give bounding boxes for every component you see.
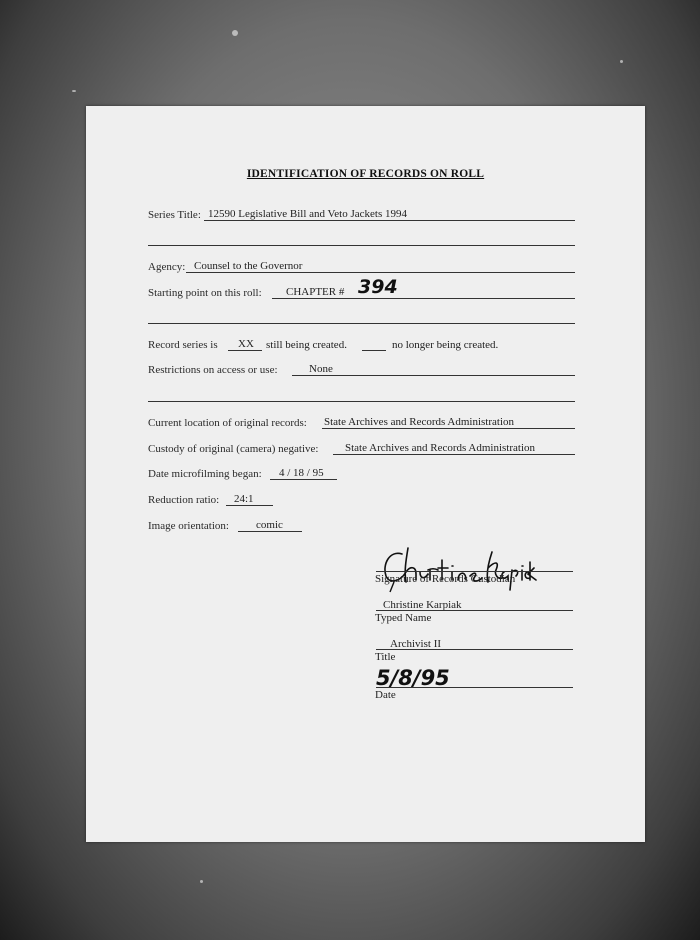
starting-point-value: CHAPTER # [286, 286, 345, 298]
agency-value: Counsel to the Governor [194, 260, 303, 272]
custodian-signature-graphic [372, 542, 542, 594]
agency-line [186, 272, 575, 273]
film-speck [620, 60, 623, 63]
reduction-value: 24:1 [234, 493, 254, 505]
typed-name-line [376, 610, 573, 611]
orientation-row [148, 520, 229, 532]
no-longer-label: no longer being created. [392, 339, 499, 351]
record-series-label: Record series is [148, 339, 218, 351]
reduction-line [226, 505, 273, 506]
starting-point-line [272, 298, 575, 299]
record-series-row [148, 339, 218, 351]
restrictions-value: None [309, 363, 333, 375]
custody-value: State Archives and Records Administration [345, 442, 536, 454]
form-heading: IDENTIFICATION OF RECORDS ON ROLL [246, 168, 485, 180]
record-series-mark: XX [238, 338, 254, 350]
records-form-page [86, 106, 645, 842]
orientation-value: comic [256, 519, 283, 531]
starting-point-label: Starting point on this roll: [148, 287, 262, 299]
orientation-line [238, 531, 302, 532]
starting-point-handwritten: 394 [358, 276, 398, 298]
date-handwritten: 5/8/95 [376, 666, 450, 690]
title-line [376, 649, 573, 650]
series-title-row [148, 209, 201, 221]
custody-label: Custody of original (camera) negative: [148, 443, 319, 455]
series-title-line-2 [148, 245, 575, 246]
agency-row [148, 261, 185, 273]
date-began-row [148, 468, 262, 480]
orientation-label: Image orientation: [148, 520, 229, 532]
restrictions-line-2 [148, 401, 575, 402]
film-speck [232, 30, 238, 36]
date-began-label: Date microfilming began: [148, 468, 262, 480]
custody-line [333, 454, 575, 455]
film-speck [200, 880, 203, 883]
current-location-label: Current location of original records: [148, 417, 307, 429]
series-title-line [204, 220, 575, 221]
signature-caption: Signature of Records Custodian [375, 573, 516, 585]
film-speck [72, 90, 76, 92]
reduction-row [148, 494, 219, 506]
restrictions-line [292, 375, 575, 376]
record-series-mark-line [228, 350, 262, 351]
series-title-value: 12590 Legislative Bill and Veto Jackets 1994 [208, 208, 407, 220]
series-title-label: Series Title: [148, 209, 201, 221]
typed-name-value: Christine Karpiak [383, 599, 462, 611]
agency-label: Agency: [148, 261, 186, 273]
date-line [376, 687, 573, 688]
current-location-value: State Archives and Records Administration [324, 416, 515, 428]
current-location-row [148, 417, 307, 429]
title-value: Archivist II [390, 638, 442, 650]
signature-line [376, 571, 573, 572]
restrictions-row [148, 364, 278, 376]
still-created-label: still being created. [266, 339, 347, 351]
starting-point-row [148, 287, 262, 299]
custody-row [148, 443, 318, 455]
reduction-label: Reduction ratio: [148, 494, 220, 506]
title-caption: Title [375, 651, 396, 663]
restrictions-label: Restrictions on access or use: [148, 364, 278, 376]
current-location-line [322, 428, 575, 429]
starting-point-line-2 [148, 323, 575, 324]
date-began-value: 4 / 18 / 95 [279, 467, 324, 479]
typed-name-caption: Typed Name [375, 612, 432, 624]
date-began-line [270, 479, 337, 480]
no-longer-mark-line [362, 350, 386, 351]
date-caption: Date [375, 689, 396, 701]
